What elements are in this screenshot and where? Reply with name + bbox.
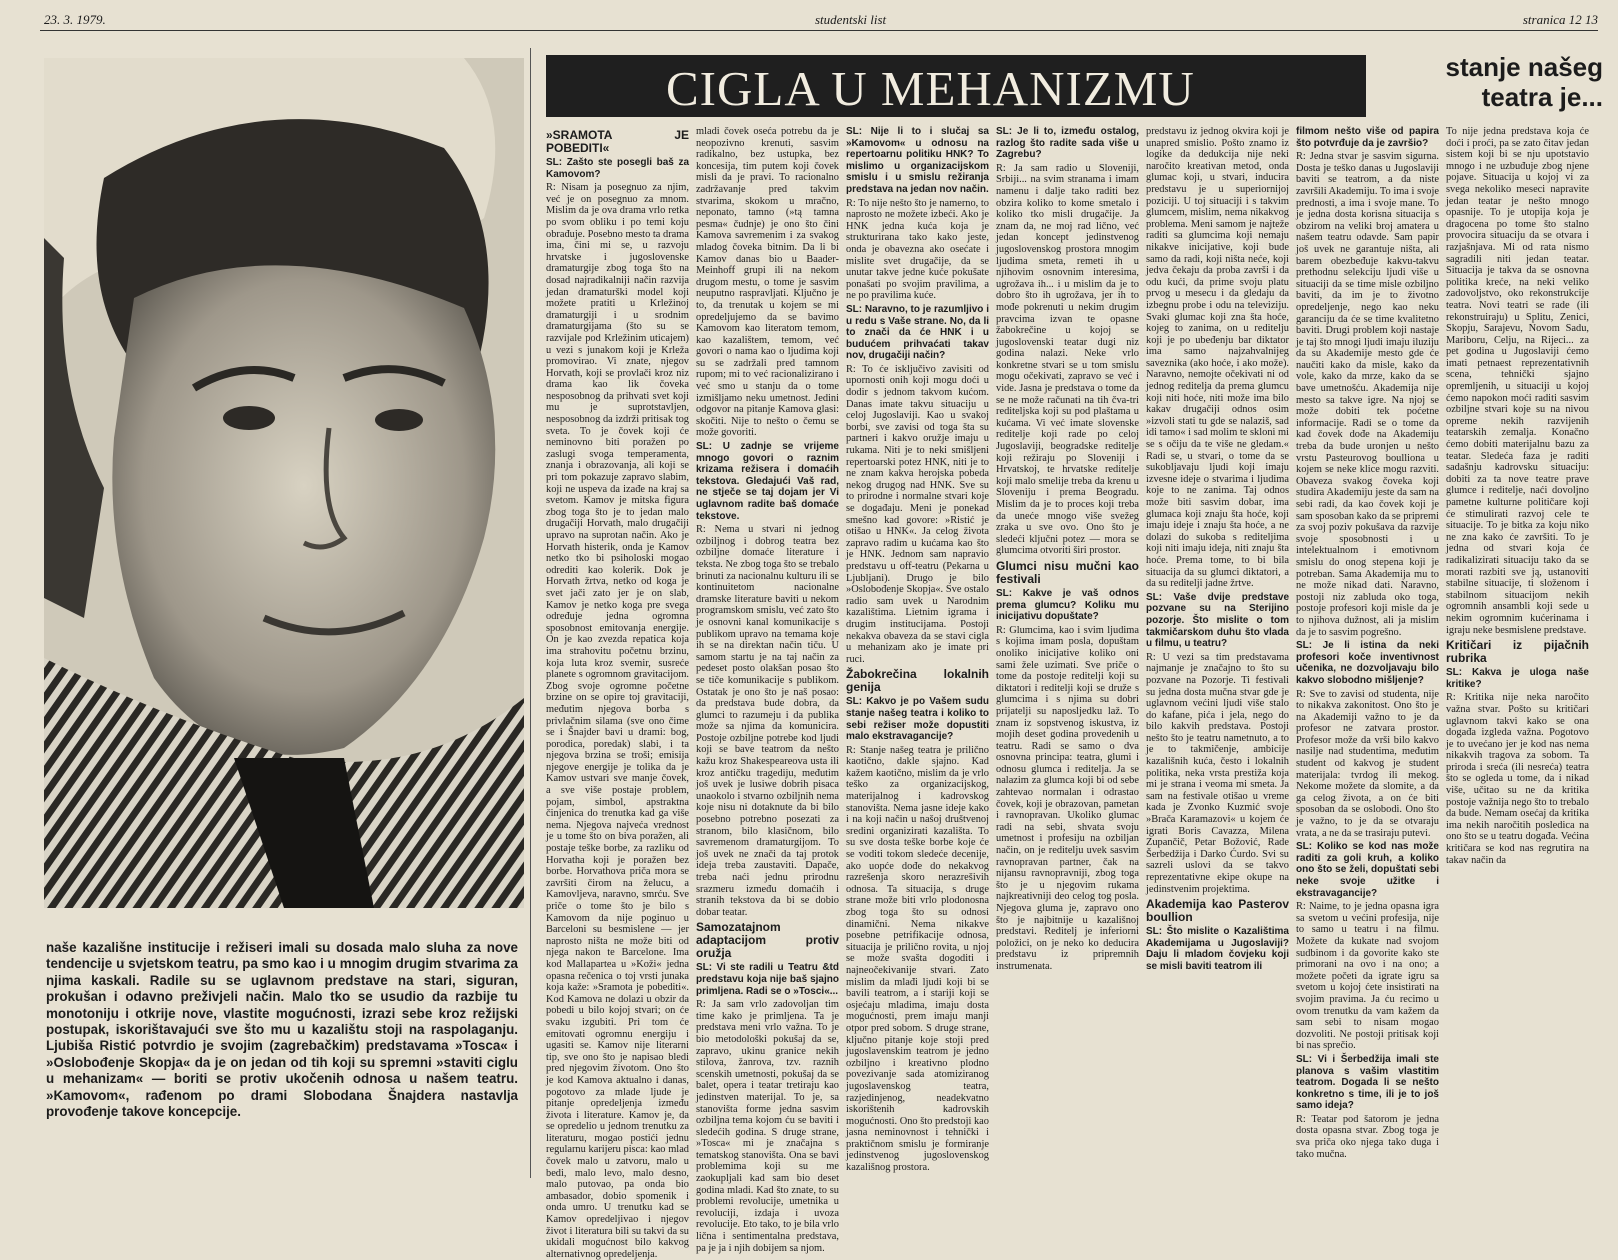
interview-question: SL: Vi i Šerbedžija imali ste planova s vašim vlastitim teatrom. Dogada li se nešto konkretno s time, ili je to još samo ideja? [1296, 1053, 1439, 1112]
interview-question: SL: Zašto ste posegli baš za Kamovom? [546, 157, 689, 180]
interview-answer: R: Naime, to je jedna opasna igra sa svetom u većini profesija, nije to samo u teatru i na filmu. Možete da kukate nad svojom sudbinom i da govorite kako ste primorani na ovo i na ono; a možete početi da igrate igru sa svetom u kojoj ćete insistirati na svojim pravima. Ja ću recimo u ovom trenutku da vam kažem da sam sebi to nisam mogao dozvoliti. Ne postoji pritisak koji bi nas sprečio. [1296, 901, 1439, 1052]
portrait-photo [44, 58, 524, 908]
interview-answer: R: To nije nešto što je namerno, to naprosto ne možete izbeći. Ako je HNK jedna kuća koja je strukturirana tako kako jeste, onda je obavezna ako osećate i mislite svet drugačije, da se unutar takve jedne kuće pokušate ponašati po svojim pravilima, a ne po pravilima kuće. [846, 197, 989, 302]
kicker-heading: stanje našeg teatra je... [1445, 52, 1603, 112]
article-intro: naše kazališne institucije i režiseri imali su dosada malo sluha za nove tendencije u svjetskom teatru, pa smo kao i u mnogim drugim stvarima za njima kaskali. Radile su se uglavnom predstave na stari, siguran, prokušan i odavno preživjeli način. Malo tko se usudio da razbije tu monotoniju i otkrije nove, vlastite mogućnosti, izrazi sebe kroz režijski postupak, iskorištavajući sve što mu u kazalištu stoji na raspolaganju. Ljubiša Ristić potvrdio je svojim (zagrebačkim) predstavama »Tosca« i »Oslobođenje Skopja« da je on jedan od tih koji su spremni »staviti ciglu u mehanizam« — boriti se protiv ukočenih odnosa u našem teatru. »Kamovom«, rađenom po drami Slobodana Šnajdera nastavlja provođenje takove koncepcije. [46, 940, 518, 1120]
text-column-3 [846, 126, 989, 1186]
subheading: »SRAMOTA JE POBEDITI« [546, 128, 689, 155]
interview-answer: R: Stanje našeg teatra je prilično kaotično, dakle sjajno. Kad kažem kaotično, mislim da je vrlo teško za organizacijskog, materijalnog i kadrovskog stanovišta. Nema jasne ideje kako i na koji način u našoj društvenoj sredini organizirati kazališta. To su sve dosta teške borbe koje će se voditi tokom sledeće decenije, ako uopće dođe do nekakvog razrešenja skoro nerazrešivih odnosa. Ta situacija, s druge strane može biti vrlo plodonosna zbog toga što su odnosi dinamični. Nema nikakve posebne petrifikacije odnosa, situacija je prilično rovita, u njoj se može svašta dogoditi i najneočekivanije stvari. Zato mislim da mlađi ljudi koji bi se bavili teatrom, a i stariji koji se osjećaju mladima, imaju dosta mogućnosti, prem imaju manji otpor pred sobom. S druge strane, ključno pitanje koje stoji pred jugoslavenskim teatrom je jedno ozbiljno i kreativno plodno povezivanje sada atomiziranog jugoslavenskog teatra, razjedinjenog, neadekvatno iskorištenih kadrovskih mogućnosti. Ono što predstoji kao jasna neminovnost i tehnički i praktičnom smislu je formiranje jedinstvenog jugoslovenskog kazališnog prostora. [846, 744, 989, 1174]
subheading: Glumci nisu mučni kao festivali [996, 558, 1139, 586]
text-column-6 [1296, 126, 1439, 1186]
interview-answer: mladi čovek oseća potrebu da je neopozivno krenuti, sasvim radikalno, bez ustupka, bez koncesija, tim putem koji čovek misli da je pravi. To racionalno zadržavanje pred takvim stvarima, skokom u mračno, neponato, tamno (»tą tamna pesma« čudnje) je ono što čini Kamova savremenim i za svakog mladog čoveka bitnim. Da li bi Kamov danas bio u Baader-Meinhoff grupi ili na nekom drugom mestu, o tome je sasvim neuputno raspravljati. Ključno je to, da trenutak u kojem se mi opredeljujemo da se bavimo Kamovom kao literatom temom, kao kazalištem, temom, već govori o nama kao o ljudima koji su se zadržali pred tamnom rupom; mi to već racionalizirano i već smo u stanju da o tome izmišljamo neku umetnost. Jedini odgovor na pitanje Kamova glasi: skočiti. Nije to nešto o čemu se može govoriti. [696, 126, 839, 439]
text-column-1 [546, 126, 689, 1260]
interview-question: SL: Nije li to i slučaj sa »Kamovom« u odnosu na repertoarnu politiku HNK? To mislimo u organizacijskom smislu i u smislu režiranja predstava na jedan nov način. [846, 126, 989, 195]
subheading: Akademija kao Pasterov boullion [1146, 897, 1289, 925]
interview-answer: R: Ja sam vrlo zadovoljan tim time kako je primljena. Ta je predstava meni vrlo važna. To je bio metodološki pokušaj da se, zapravo, ukinu granice nekih stilova, žanrova, tzv. raznih scenskih umetnosti, pokušaj da se balet, opera i teatar tretiraju kao jedinstven materijal. To je, sa stanovišta forme jedna sasvim ozbiljna tema kojom ću se baviti i sledećih godina. S druge strane, »Tosca« mi je značajna s tematskog stanovišta. Ona se bavi problemima koji su me zaokupljali kad sam bio deset godina mladi. Kad što znate, to su problemi revolucije, umetnika u revoluciji, izdaja i uvoza revolucije. Eto tako, to je bila vrlo lična i sentimentalna predstava, pa je ja i njih dobijem sa njom. [696, 999, 839, 1254]
text-column-7 [1446, 126, 1589, 1186]
page-header [40, 10, 1598, 31]
text-column-5 [1146, 126, 1289, 1186]
interview-answer: R: Teatar pod šatorom je jedna dosta opasna stvar. Zbog toga je sva priča oko njega tako duga i tako mučna. [1296, 1113, 1439, 1160]
portrait-image [44, 58, 524, 908]
interview-question: SL: Naravno, to je razumljivo i u redu s Vaše strane. No, da li to znači da će HNK i u budućem prihvaćati takav nov, drugačiji način? [846, 303, 989, 362]
text-column-4 [996, 126, 1139, 1186]
subheading: Samozatajnom adaptacijom protiv oružja [696, 920, 839, 961]
interview-answer: R: Nema u stvari ni jednog ozbiljnog i dobrog teatra bez ozbiljne domaće literature i teksta. Ne zbog toga što se trebalo brinuti za nacionalnu kulturu ili se kontinuitetom nacionalne dramske literature baviti u nekom programskom smislu, već zato što je osnovni kanal komunikacije s publikom upravo na temama koje ih se na direktan način tiču. U samom startu je na taj način za pedeset posto olakšan posao što se tiče komunikacije s publikom. Ostatak je ono što je naš posao: da predstava bude dobra, da glumci to razumeju i da publika može sa njima da komunicira. Postoje ozbiljne potrebe kod ljudi koji se bave teatrom da nešto kažu kroz Shakespeareova usta ili kroz antičku tragediju, međutim još uvek je lusiwe dobrih pisaca unaokolo i stvarno ozbiljnih nema koje nisu ni dotaknute da bi bilo posebno potrebno posezati za stranom, bilo klasičnom, bilo savremenom dramaturgijom. To još uvek ne znači da taj protok ideja treba zaustaviti. Dapače, treba naći jednu prirodnu srazmeru između domaćih i stranih tekstova da bi se dobio dobar teatar. [696, 524, 839, 918]
publication-name: studentski list [815, 12, 887, 27]
interview-question: SL: Što mislite o Kazalištima Akademijama u Jugoslaviji? Daju li mladom čovjeku koji se misli baviti teatrom ili [1146, 926, 1289, 972]
interview-question: SL: Kakva je uloga naše kritike? [1446, 667, 1589, 690]
text-column-2 [696, 126, 839, 1254]
issue-date: 23. 3. 1979. [44, 12, 106, 27]
interview-answer: R: U vezi sa tim predstavama najmanje je značajno to što su pozvane na Pozorje. Ti festivali su jedna dosta mučna stvar gde je uglavnom većini ljudi više stalo do kafane, pića i jela, nego do bilo kakvih predstava. Postoji nešto što je teatru nametnuto, a to je to takmičenje, ambicije kazališnih kuća, često i lokalnih politika, neka vrsta prestiža koja mi je strana i veoma mi smeta. Ja sam na festivale otišao u vreme kada je Zvonko Kuzmić svoje »Brača Karamazovi« u kojem će igrati Boris Cavazza, Milena Zupančič, Petar Božović, Rade Šerbedžija i Darko Ćurdo. Svi su sazreli uslovi da se takvo reprezentativne ekipe okupe na jedinstvenim projektima. [1146, 651, 1289, 895]
interview-answer: R: Nisam ja posegnuo za njim, već je on posegnuo za mnom. Mislim da je ova drama vrlo retka po svom obliku i po temi koju obrađuje. Posebno mesto ta drama ima, čini mi se, u razvoju hrvatske i jugoslovenske dramaturgije zbog toga što na dosad najradikalniji način razvija jedan dramaturški model koji možete pratiti u Krležinoj dramaturgiji i u srodnim dramaturgijama (što su se razvijale pod Krležinim uticajem) u vezi s junakom koji je Krleža promovirao. Vi znate, njegov Horvath, koji se provlači kroz niz drama kao lik čoveka nesposobnog da prihvati svet koji mu je suprotstavljen, nesposobnog da izdrži pritisak tog sveta. To je čovek koji će neminovno biti poražen po zaslugi svoga temperamenta, znanja i obrazovanja, ali koji se pri tom pokazuje zapravo slabim, koji ne uspeva da izađe na kraj sa svetom. Kamov je mitska figura zbog toga što je to jedan malo drugačiji Horvath, malo drugačiji upravo na suprotan način. Ako je Horvath histerik, onda je Kamov netko tko bi psiholoski mogao odrediti kao kolerik. Dok je Horvath žrtva, netko od koga je svet jači zato jer je on slab, Kamov je netko koga pre svega određuje jedna ogromna sposobnost emitovanja energije. On je kao zvezda repatica koja ima strahovitu početnu brzinu, koja luta kroz svemir, susreće planete s ogromnom gravitacijom. Zbog svoje ogromne početne brzine on se opire toj gravitaciji, međutim njegova borba s privlačnim silama (sve ono čime se i Šnajder bavi u drami: bog, porodica, poredak) slabi, i ta njegova brzina se troši; emisija njegove energije je tolika da je Kamov ustvari sve manje čovek, a sve više postaje problem, pojam, simbol, apstraktna činjenica do trenutka kad ga više nema. Njegova najveća vrednost je u tome što on biva poražen, ali postaje teške borbe, za razliku od Horvatha koji je poražen bez borbe. Horvathova priča mora se završiti čirom na želucu, a Kamovljeva, naravno, smrću. Sve priče o tome što je bilo s Kamovom da nije poginuo u Barceloni su besmislene — jer naprosto ništa ne može biti od njega nakon te Barcelone. Ima kod Mallapartea u »Koži« jedna opasna rečenica o toj vrsti junaka koja kaže: »Sramota je pobediti«. Kod Kamova ne dolazi u obzir da pobedi u bilo kojoj stvari; on će svaku izgubiti. Pri tom će emitovati ogromnu energiju i ugasiti se. Kamov nije literarni tip, sve ono što je napisao bledi pred njegovim životom. Ono što je kod Kamova aktualno i danas, pogotovo za mlade ljude je pitanje opredeljenja između života i literature. Kamov je, da se opredelio u jednom trenutku za literaturu, mogao postići jednu regularnu karijeru pisca: kao mlad čovek malo u zatvoru, malo u bedi, malo levo, malo desno, malo putovao, pa onda bio ambasador, dobio spomenik i onda umro. U trenutku kad se Kamov opredeljivao i njegov život i literatura bili su takvi da su ukidali mogućnost bilo kakvog alternativnog opredeljenja. [546, 182, 689, 1260]
interview-answer: R: Glumcima, kao i svim ljudima s kojima imam posla, dopuštam onoliko inicijative koliko oni sami žele uzimati. Sve priče o tome da postoje reditelji koji su diktatori i reditelji koji se druže s glumcima i s njima su dobri prijatelji su naposljedku laž. To znam iz sopstvenog iskustva, iz mojih deset godina provedenih u teatru. Radi se samo o dva osnovna principa: teatra, glumi i odnosu glumca i reditelja. Ja se nalazim za glumca koji bi od sebe zahtevao normalan i odrastao čovek, koji je obrazovan, pametan i ravnopravan. Ukoliko glumac radi na sebi, shvata svoju umetnost i profesiju na ozbiljan način, on je reditelju uvek sasvim ravnopravan partner, čak na nijansu ravnopravniji, zbog toga što je u njegovim rukama najkreativniji deo celog tog posla. Njegova gluma je, zapravo ono što je najbitnije u kazališnoj predstavi. Reditelj je inferiorni položici, on je neko ko deducira predstavu iz pripremnih instrumenata. [996, 624, 1139, 972]
page-numbers: stranica 12 13 [1522, 12, 1598, 27]
interview-question: SL: Kakve je vaš odnos prema glumcu? Koliku mu inicijativu dopuštate? [996, 587, 1139, 623]
interview-answer: R: Ja sam radio u Sloveniji, Srbiji... na svim stranama i imam namenu i dalje tako raditi bez obzira koliko to kome smetalo i koliko tko misli drugačije. Ja znam da, ne moj rad lično, već jedan koncept jedinstvenog jugoslovenskog prostora mnogim ljudima smeta, remeti ih u njihovim osnovnim interesima, ugrožava ih... i u mislim da je to dobro što ih ugrožava, jer ih to mođe pokrenuti u nekim drugim pravcima izvan te opasne žabokrečine u kojoj se jugoslovenski teatar dugi niz godina nalazi. Neke vrlo konkretne stvari se u tom smislu mogu očekivati, zapravo se već i vide. Jasna je predstava o tome da se ne može računati na tih čva-tri rediteljska koji su pod plaštama u kućama. Vi već imate slovenske reditelje koji rade po celoj Jugoslaviji, beogradske reditelje koji režiraju po Sloveniji i Hrvatskoj, te hrvatske reditelje koji malo smelije treba da krenu u Sloveniju i prema Beogradu. Mislim da je to proces koji treba da uneće mnogo više svežeg zraka u sve ovo. Ono što je sledeći ključni potez — mora se glumcima otvoriti širi prostor. [996, 162, 1139, 557]
interview-question: SL: Kakvo je po Vašem sudu stanje našeg teatra i koliko to sebi režiser može dopustiti malo ekstravagancije? [846, 696, 989, 743]
interview-question: filmom nešto više od papira što potvrđuje da je završio? [1296, 126, 1439, 149]
interview-question: SL: Vi ste radili u Teatru &td predstavu koja nije baš sjajno primljena. Radi se o »Tosci«... [696, 962, 839, 997]
subheading: Žabokrečina lokalnih genija [846, 667, 989, 695]
subheading: Kritičari iz pijačnih rubrika [1446, 638, 1589, 666]
interview-question: SL: Je li to, između ostalog, razlog što radite sada više u Zagrebu? [996, 126, 1139, 161]
interview-answer: R: Jedna stvar je sasvim sigurna. Dosta je teško danas u Jugoslaviji baviti se teatrom, a da niste završili Akademiju. To ima i svoje prednosti, a ima i svoje mane. To je jedna dosta korisna situacija s obzirom na veliki broj amatera u našem teatru odavde. Sam papir još uvek ne garantuje ništa, ali barem obezbeđuje kakvu-takvu prethodnu selekciju ljudi više u situaciji da se time misle ozbiljno baviti, da im je to životno opredeljenje, nego kao neku garanciju da će se time kvalitetno baviti. Drugi problem koji nastaje je taj što mnogi ljudi imaju iluziju da su Akademije mesto gde će naučiti kako da misle, kako da vole, kako da mrze, kako da se bave umetnošću. Akademija nije mesto sa takve igre. Na njoj se može dobiti tek poćetne informacije. Radi se o tome da kad čovek dođe na Akademiju treba da bude uronjen u nešto vrstu Pasteurovog boullionа u kojem se neke klice mogu razviti. Obaveza svakog čoveka koji studira Akademiju jeste da sam na sebi radi, da kao čovek koji je sam sposoban kako da se pripremi za svoj poziv pokušava da razvije svoje sposobnosti i u intelektualnom i emotivnom smislu do onog stepena koji je potreban. Sama Akademija mu to ne može nikad dati. Naravno, postoji niz zabluda oko toga, postoje profesori koji misle da je to njihova dužnost, ali ja mislim da je to sasvim pogrešno. [1296, 151, 1439, 638]
headline-banner [546, 55, 1366, 117]
interview-question: SL: Je li istina da neki profesori koče inventivnost učenika, ne dozvoljavaju bilo kakvo slobodno mišljenje? [1296, 640, 1439, 686]
interview-answer: To nije jedna predstava koja će doći i proći, pa se zato čitav jedan sistem koji bi se nju upotstavio mnogo i ne uzbuđuje zbog njene pojave. Situacija u kojoj vi za svega nekoliko meseci napravite jedan teatar je nešto mnogo opasnije. To je utopija koja je dragocena po tome što stalno provocira situaciju da se otvara i razjašnjava. Mi od rata nismo sagradili niti jedan teatar. Situacija je takva da se osnovna politika kreće, na neki veliko zadovoljstvo, oko rekonstrukcije teatra. Novi teatri se rade (ili rekonstruiraju) u Splitu, Zenici, Skopju, Sarajevu, Novom Sadu, Mariboru, Celju, na Rijeci... za pet godina u Jugoslaviji ćemo imati petnaest reprezentativnih scena, tehnički sjajno opremljenih, u situaciji u kojoj ćemo napokon moći raditi sasvim ozbiljne stvari koje su na nivou opreme nekih razvijenih teatarskih zemalja. Konačno ćemo dobiti materijalnu bazu za teatar. Sledeća faza je raditi sadašnju kadrovsku situaciju: dobiti za ta nove teatre prave glumce i reditelje, naći dovoljno pametne kulturne političare koji će stimulirati razvoj cele te situacije. To je bitka za koju niko ne zna kako će završiti. To je jedna od stvari koja će radikalizirati situaciju tako da se morati razbiti sve ją, ustanoviti stabilne situacije, ti složenom i stabilnom situacijom nekih ogromnih ansambli koji sede u nekim ogromnim kućerinama i igraju neke besmislene predstave. [1446, 126, 1589, 636]
interview-question: SL: U zadnje se vrijeme mnogo govori o raznim krizama režisera i domaćih tekstova. Gledajući Vaš rad, ne stječe se taj dojam jer Vi uglavnom radite baš domaće tekstove. [696, 441, 839, 522]
interview-answer: R: Kritika nije neka naročito važna stvar. Pošto su kritičari uglavnom takvi kako se ona događa izgleda važna. Pogotovo je to uvećano jer je kod nas nema nikakvih tragova za sobom. Ta priroda i sreća (ili nesreća) teatra što se ogleda u tome, da i nikad više, učitao su ne da kritika postoje važnija nego što to trebalo da bude. Nemam osećaj da kritika ima nekih naročitih posledica na ono što se u teatru događa. Većina kritičara se kod nas regrutira na takav način da [1446, 692, 1589, 866]
headline: CIGLA U MEHANIZMU [666, 61, 1195, 116]
interview-question: SL: Vaše dvije predstave pozvane su na Sterijino pozorje. Što mislite o tom takmičarskom duhu što vlada u filmu, u teatru? [1146, 591, 1289, 650]
interview-answer: R: To će isključivo zavisiti od upornosti onih koji mogu doći u dodir s jednom takvom kućom. Danas imate takvu situaciju u celoj Jugoslaviji. Kao u svakoj borbi, sve zavisi od toga šta su partneri i kakvo oružje imaju u rukama. Niti je to neki smišljeni repertoarski potez HNK, niti je to ne znam kakva herojska pobeda nekog drugog nad HNK. Sve su to prirodne i normalne stvari koje se događaju. Meni je ponekad smešno kad govore: »Ristić je otišao u HNK«. Ja celog života zapravo radim u kućama kao što je HNK. Jednom sam napravio predstavu u off-teatru (Pekarna u Ljubljani). Drugo je bilo »Oslobođenje Skopja«. Sve ostalo radio sam uvek u Narodnim kazalištima. Lietnim igrama i drugim institucijama. Postoji nekakva obaveza da se stavi cigla u mehanizam ako je imate pri ruci. [846, 363, 989, 665]
column-divider [530, 48, 531, 1178]
interview-question: SL: Koliko se kod nas može raditi za goli kruh, a koliko ono što se želi, dopuštati sebi neke svoje užitke i ekstravagancije? [1296, 841, 1439, 899]
interview-answer: predstavu iz jednog okvira koji je unapred smislio. Pošto znamo iz logike da dedukcija nije neki naročito kreativan metod, onda glumac koji, u stvari, inducira predstavu je u superiornijoj poziciji. U toj situaciji i s takvim glumcem, mislim, nema nikakvog problema. Meni samom je najteže raditi sa glumcima koji nemaju nikakve inicijative, koji bude samo da radi, koji ništa neće, koji jedva čekaju da proba završi i da odu kući, da prime svoju platu prvog u mesecu i da gledaju da izbegnu probe i odu na televiziju. Svaki glumac koji zna šta hoće, kojeg to zanima, on u reditelju koji je po ubeđenju bar diktator ima samo najzahvalnijeg saveznika (ako hoće, i ako može). Naravno, nemojte očekivati ni od jednog reditelja da prema glumcu koji niti hoće, niti može ima bilo kakav drugačiji odnos osim »izvoli stati tu gde se nalaziš, sad idi tamo« i sad molim te skloni mi se s očiju da te više ne gledam.« Radi se, u stvari, o tome da se sukobljavaju ljudi koji imaju izvesne ideje o stvarima i ljudima koje to ne zanima. Taj odnos može biti sasvim dobar, ima glumaca koji znaju šta hoće, koji imaju ideje i znaju šta hoće, a ne dolazi do sukoba s rediteljima koji niti imaju ideja, niti znaju šta hoće. Prema tome, to bi bila situacija da su glumci diktatori, a da su reditelji jadne žrtve. [1146, 126, 1289, 590]
interview-answer: R: Sve to zavisi od studenta, nije to nikakva zakonitost. Ono što je na Akademiji važno to je da profesor ne zatvara prostor. Profesor može da vrši bilo kakvo nasilje nad studentima, međutim student od kakvog je student materijala: tvrdog ili mekog. Nekome možete da slomite, a da ga celog života, a on će biti sposoban da se oslobodi. Ono što je važno, to je da se otvaraju vrata, a ne da se trasiraju putevi. [1296, 688, 1439, 839]
